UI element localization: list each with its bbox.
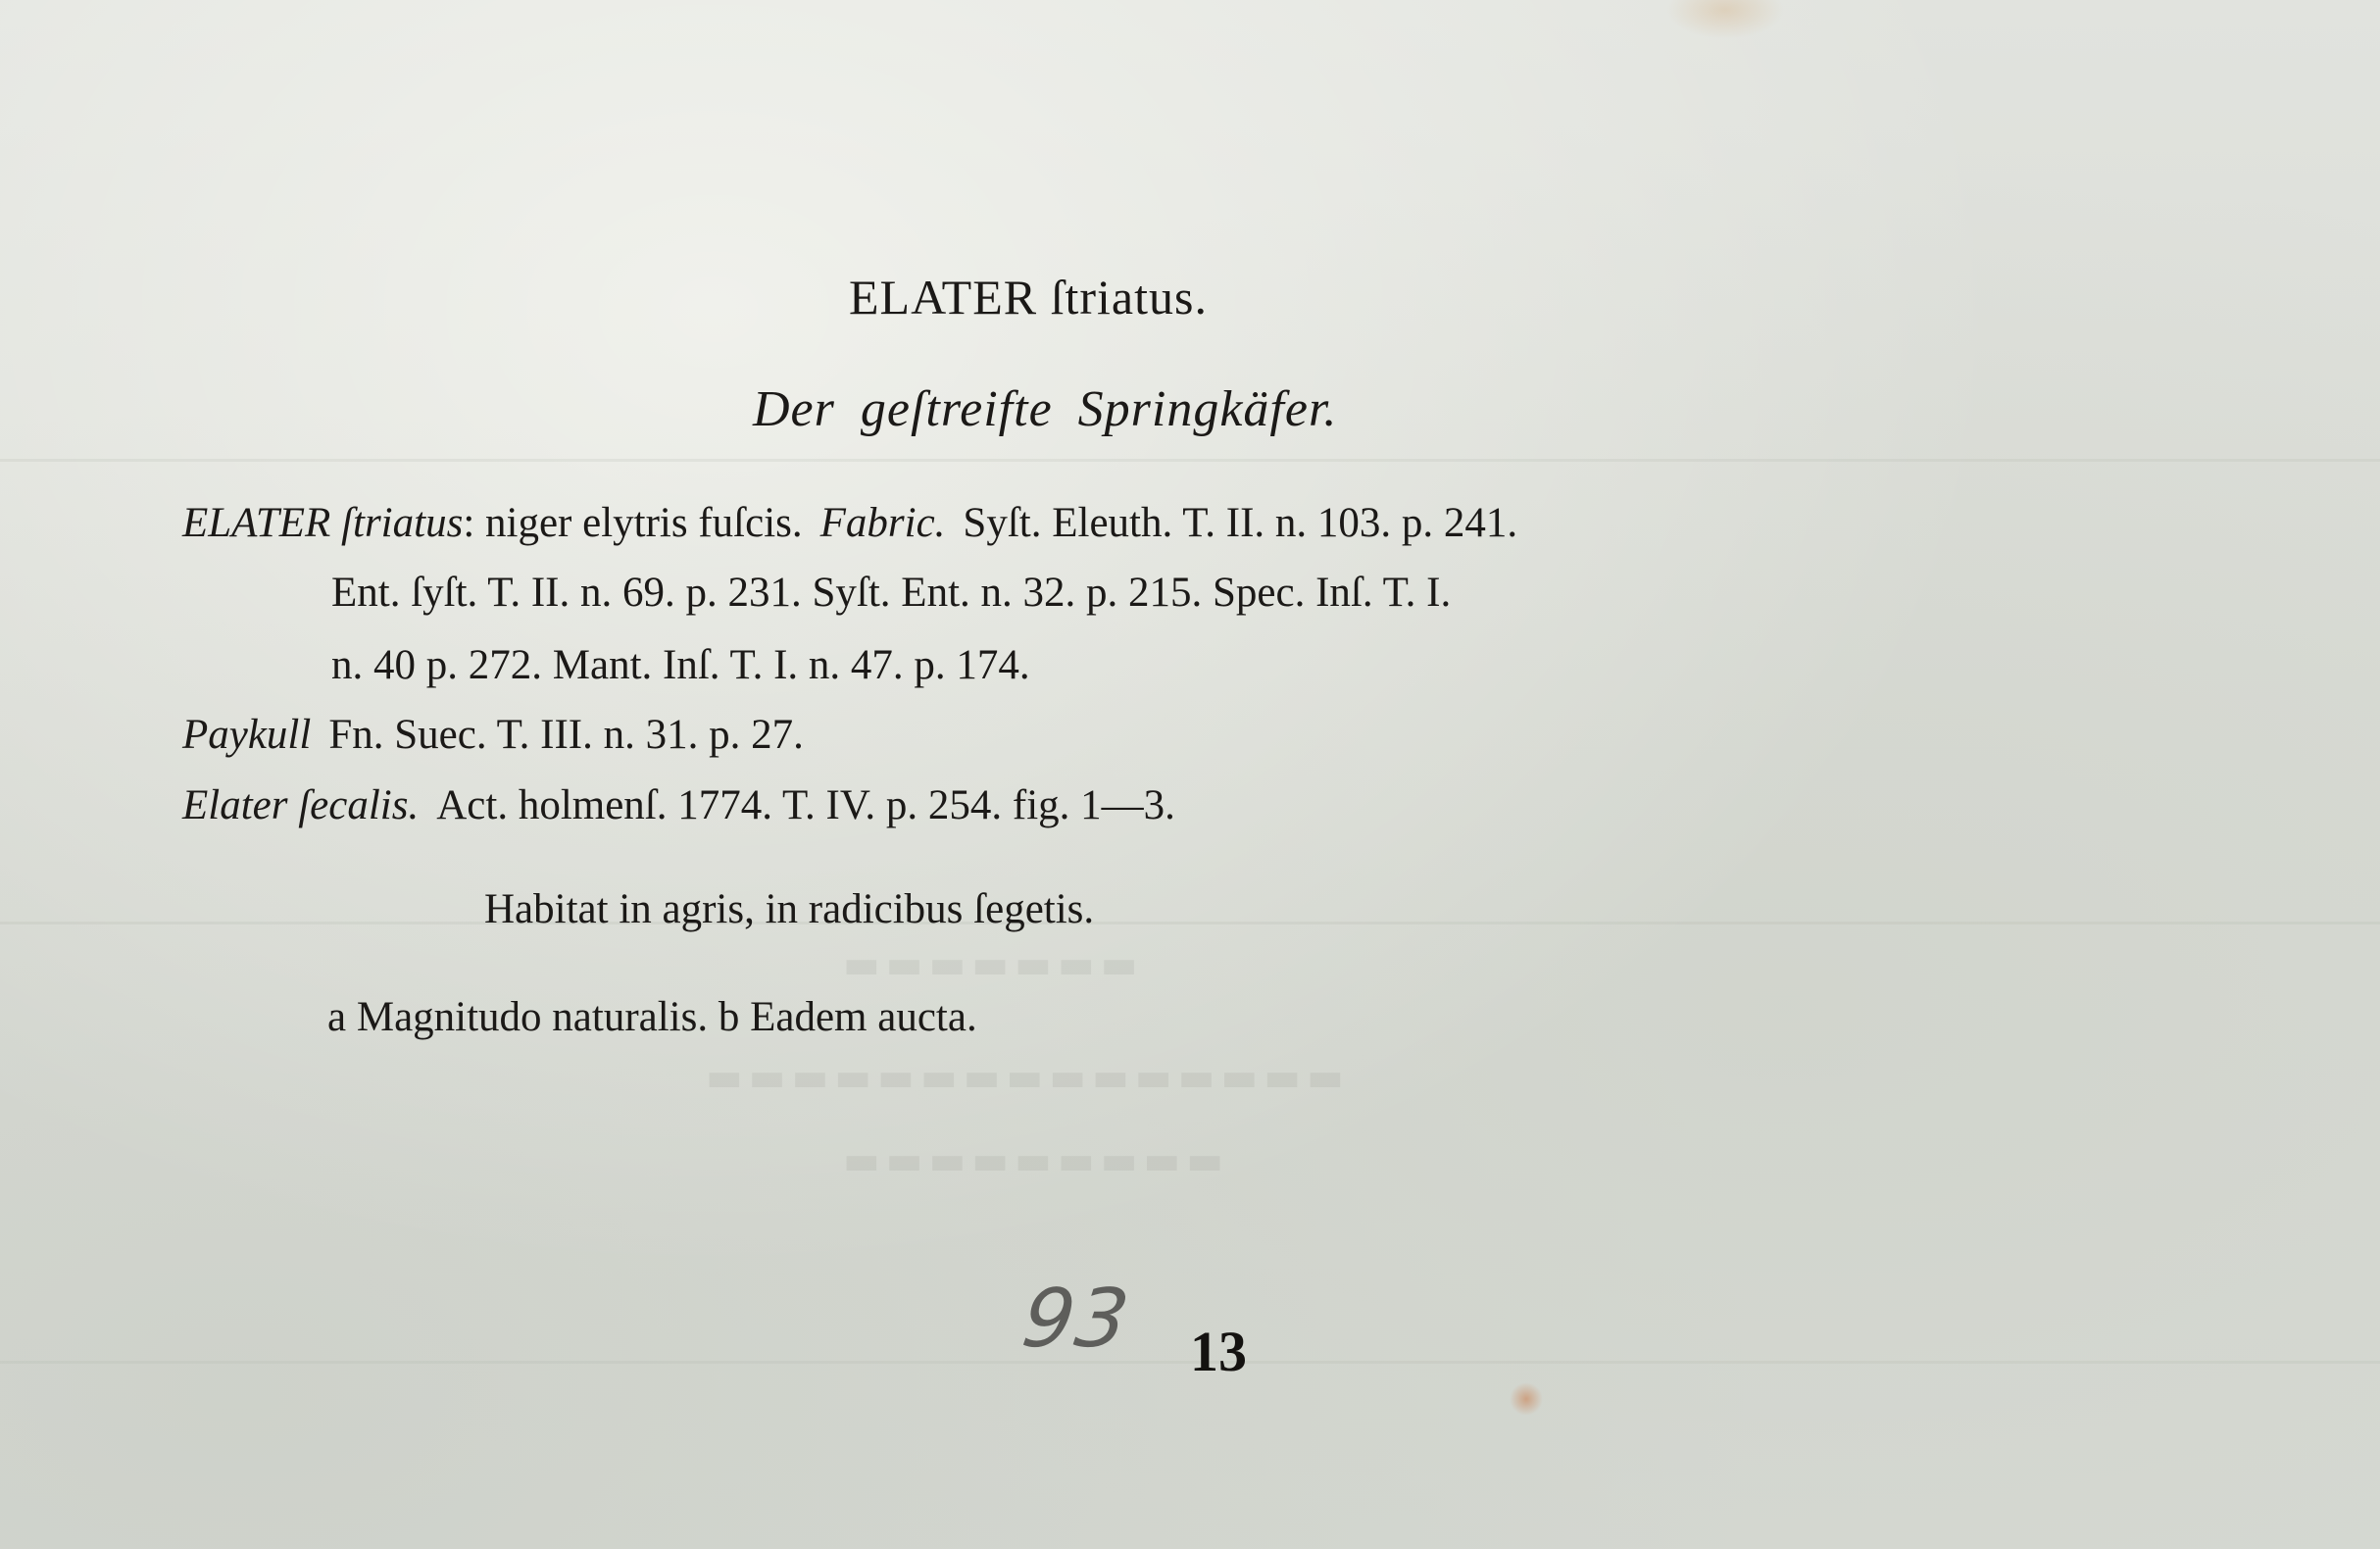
show-through-ghost-text: ▬▬▬▬▬▬▬▬▬▬▬▬▬▬▬ — [706, 1054, 1350, 1100]
show-through-ghost-text: ▬▬▬▬▬▬▬▬▬ — [843, 1137, 1230, 1183]
habitat-text: Habitat in agris, in radicibus ſegetis. — [484, 886, 1095, 932]
foxing-spot — [1510, 1382, 1543, 1416]
reference-text: Fn. Suec. T. III. n. 31. p. 27. — [328, 712, 804, 758]
synonym-continuation-line: n. 40 p. 272. Mant. Inſ. T. I. n. 47. p. 174. — [331, 642, 1030, 688]
reference-text: Syſt. Eleuth. T. II. n. 103. p. 241. — [963, 500, 1518, 546]
species-name: Elater ſecalis. — [182, 782, 420, 828]
synonym-continuation-line: Ent. ſyſt. T. II. n. 69. p. 231. Syſt. Ent. n. 32. p. 215. Spec. Inſ. T. I. — [331, 570, 1452, 616]
foxing-spot — [1666, 0, 1784, 39]
figure-legend: a Magnitudo naturalis. b Eadem aucta. — [327, 994, 977, 1040]
paper-crease — [0, 459, 2380, 462]
page-number: 13 — [1190, 1320, 1247, 1383]
author-name: Paykull — [182, 712, 312, 758]
diagnosis-text: : niger elytris fuſcis. — [463, 500, 803, 546]
reference-text: Act. holmenſ. 1774. T. IV. p. 254. fig. 1—3. — [436, 782, 1175, 828]
page-title: ELATER ſtriatus. — [849, 270, 1208, 325]
paper-crease — [0, 922, 2380, 924]
author-name: Fabric. — [819, 500, 946, 546]
page-subtitle: Der geſtreifte Springkäfer. — [753, 381, 1338, 437]
synonym-line-secalis — [182, 784, 1175, 826]
synonym-line-paykull — [182, 714, 804, 756]
synonym-line-fabricius — [182, 502, 1517, 544]
show-through-ghost-text: ▬▬▬▬▬▬▬ — [843, 941, 1144, 987]
species-name: ELATER ſtriatus — [182, 500, 464, 546]
handwritten-pencil-number: 93 — [1016, 1273, 1137, 1366]
